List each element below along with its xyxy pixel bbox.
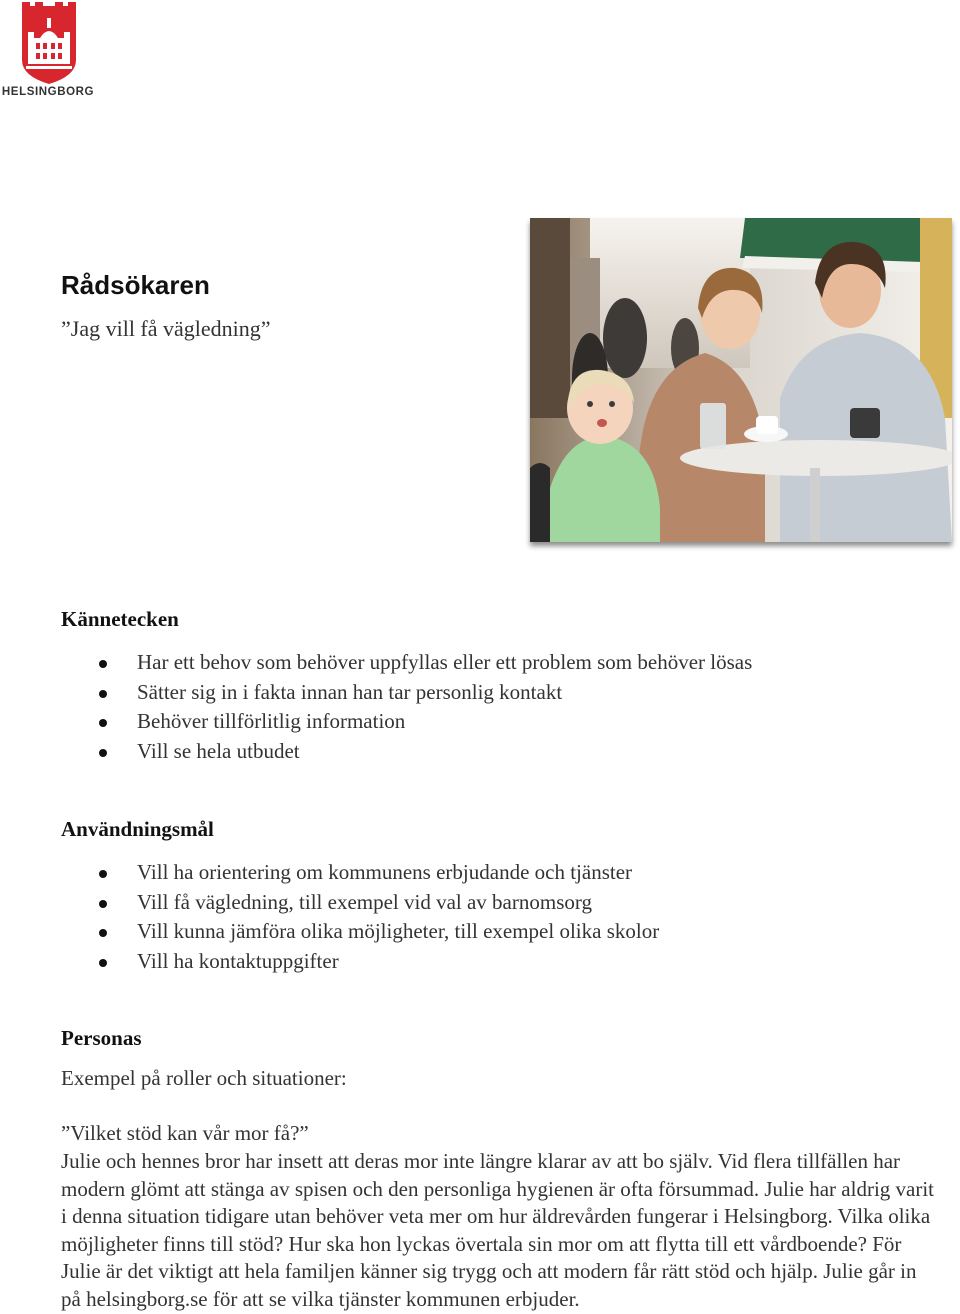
list-item: Vill få vägledning, till exempel vid val av barnomsorg [61, 888, 659, 918]
bullet-icon [99, 660, 107, 668]
persona-quote: ”Vilket stöd kan vår mor få?” [61, 1121, 309, 1145]
list-item: Vill ha orientering om kommunens erbjudande och tjänster [61, 858, 659, 888]
bullet-icon [99, 959, 107, 967]
bullet-icon [99, 719, 107, 727]
bullet-icon [99, 690, 107, 698]
persona-description: Julie och hennes bror har insett att deras mor inte längre klarar av att bo själv. Vid flera tillfällen har modern glömt att stänga av spisen och den personliga hygienen är ofta försummad. Julie har aldrig varit i denna situation tidigare utan behöver veta mer om hur äldrevården fungerar i Helsingborg. Vilka olika möjligheter finns till stöd? Hur ska hon lyckas övertala sin mor om att flytta till ett vårdboende? För Julie är det viktigt att hela familjen känner sig trygg och att modern får rätt stöd och hjälp. Julie går in på helsingborg.se för att se vilka tjänster kommunen erbjuder. [61, 1149, 935, 1311]
bullet-icon [99, 900, 107, 908]
list-item: Vill ha kontaktuppgifter [61, 947, 659, 977]
personas-intro: Exempel på roller och situationer: [61, 1066, 347, 1090]
list-anvandningsmal [61, 858, 659, 976]
list-item: Sätter sig in i fakta innan han tar personlig kontakt [61, 678, 752, 708]
photo-illustration [530, 218, 952, 542]
heading-kannetecken: Kännetecken [61, 607, 179, 631]
heading-personas: Personas [61, 1026, 142, 1050]
family-cafe-photo [530, 218, 952, 542]
bullet-icon [99, 749, 107, 757]
list-item: Vill se hela utbudet [61, 737, 752, 767]
logo-wordmark: HELSINGBORG [1, 86, 95, 98]
list-item: Har ett behov som behöver uppfyllas eller ett problem som behöver lösas [61, 648, 752, 678]
page-title: Rådsökaren [61, 270, 210, 300]
list-item: Vill kunna jämföra olika möjligheter, till exempel olika skolor [61, 917, 659, 947]
title-quote: ”Jag vill få vägledning” [61, 316, 271, 341]
list-kannetecken [61, 648, 752, 766]
list-item: Behöver tillförlitlig information [61, 707, 752, 737]
heading-anvandningsmal: Användningsmål [61, 817, 214, 841]
bullet-icon [99, 929, 107, 937]
bullet-icon [99, 870, 107, 878]
